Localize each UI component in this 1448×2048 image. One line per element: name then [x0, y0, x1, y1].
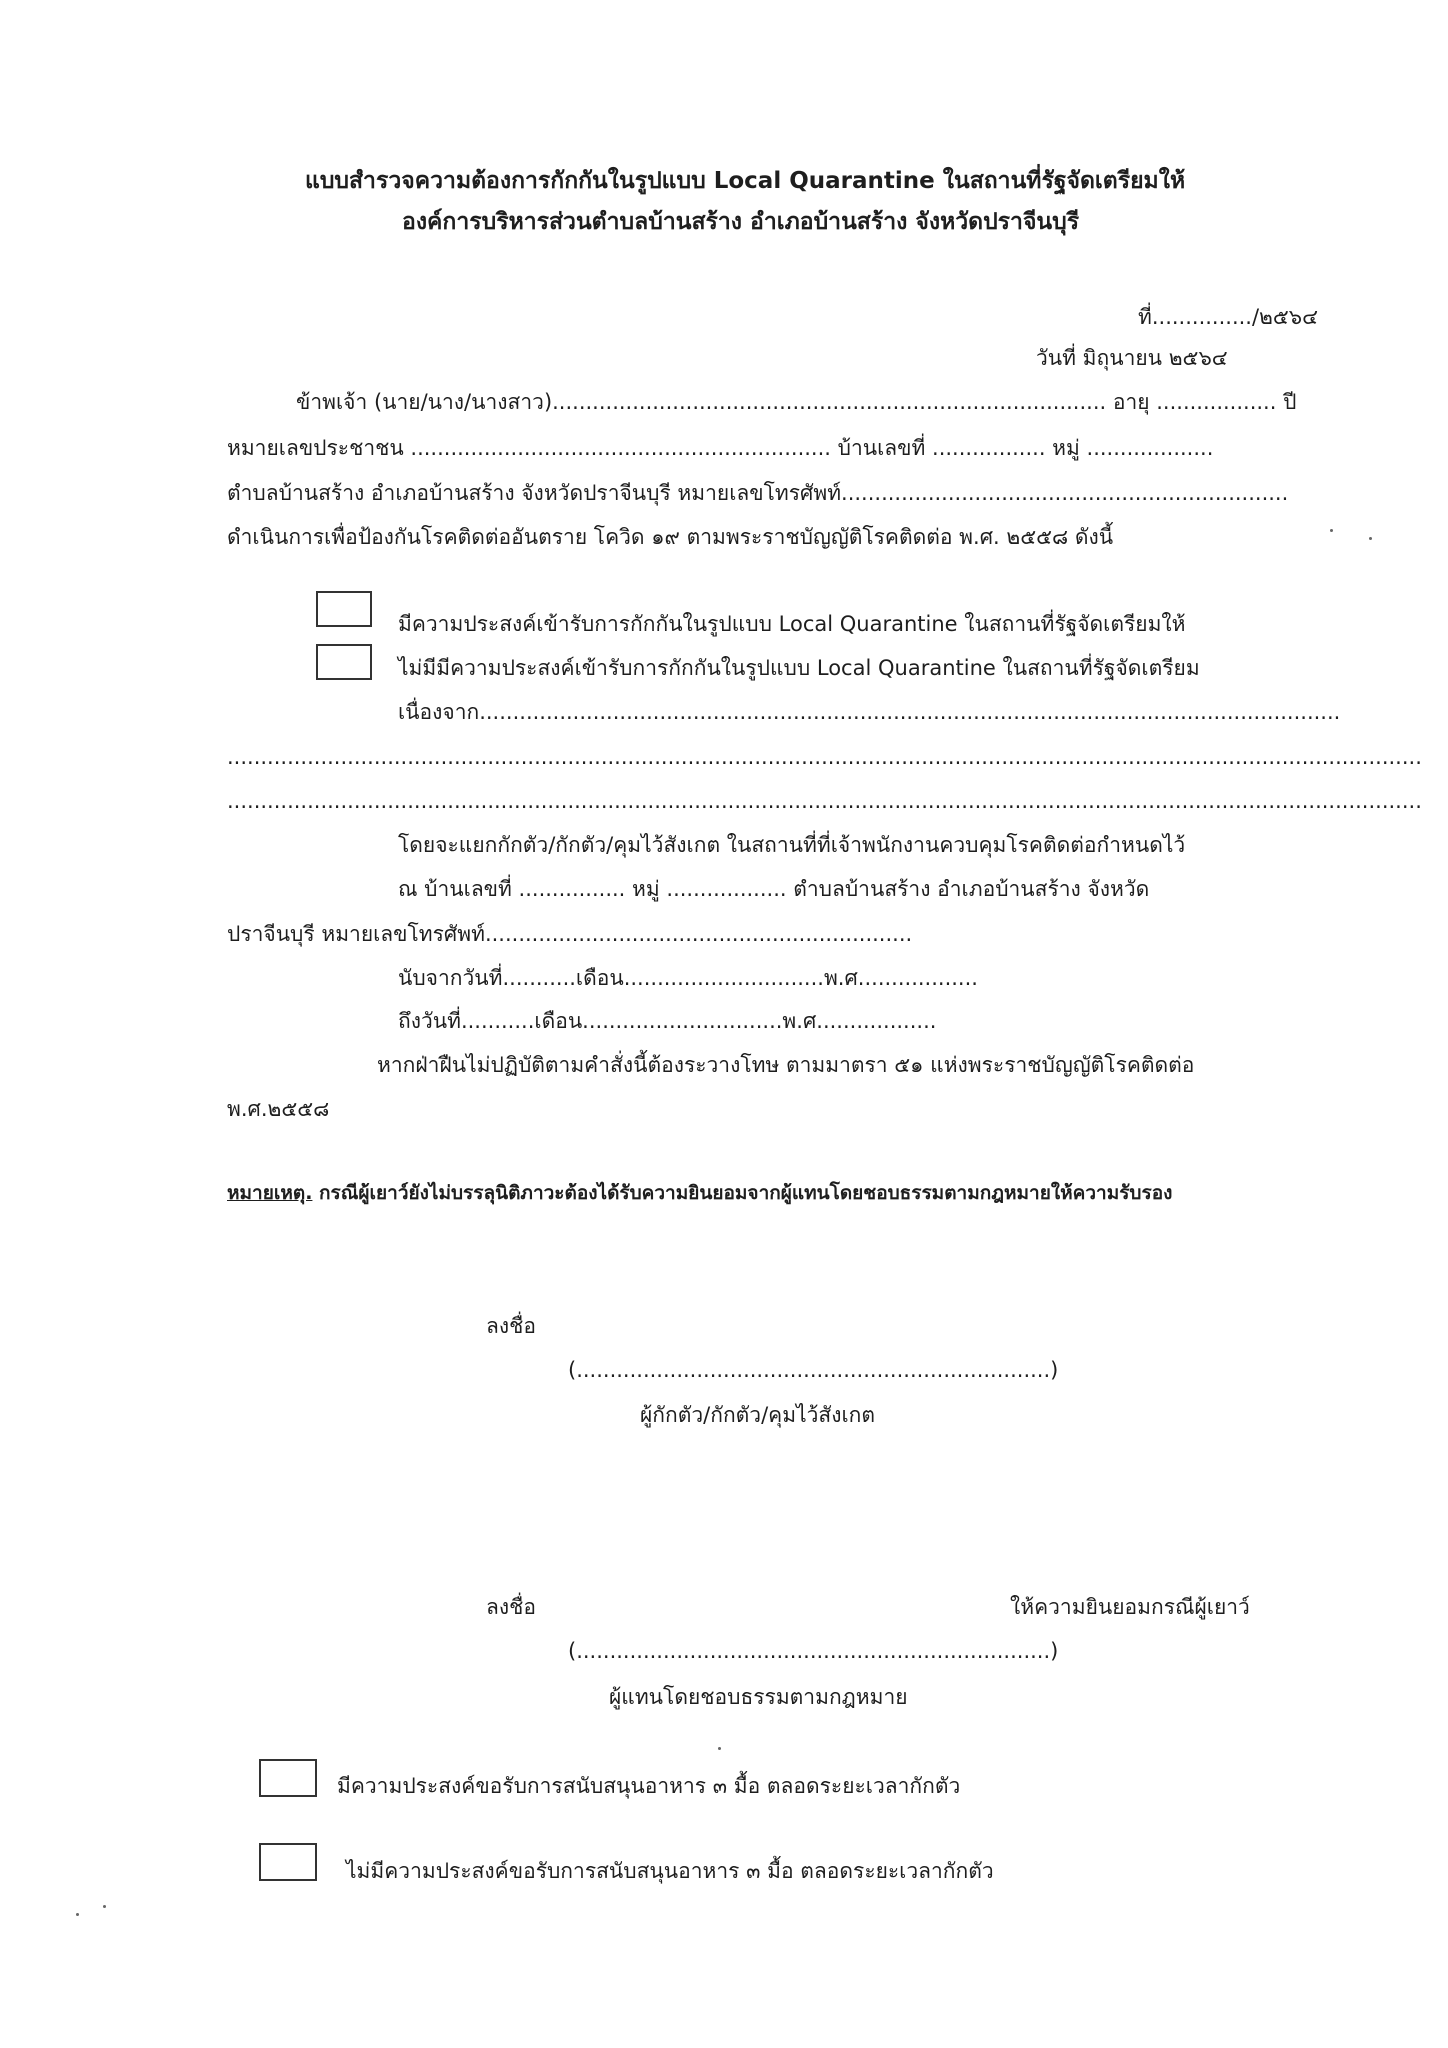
scan-speck — [1369, 537, 1372, 540]
scan-speck — [103, 1905, 106, 1908]
note-label: หมายเหตุ. — [227, 1182, 313, 1204]
want-quarantine-label: มีความประสงค์เข้ารับการกักกันในรูปแบบ Local Quarantine ในสถานที่รัฐจัดเตรียมให้ — [398, 612, 1186, 636]
not-want-food-checkbox[interactable] — [259, 1843, 317, 1881]
quarantine-address-line: ณ บ้านเลขที่ ................ หมู่ .................. ตำบลบ้านสร้าง อำเภอบ้านสร้าง จังหวัด — [398, 877, 1150, 901]
want-food-checkbox[interactable] — [259, 1759, 317, 1797]
note — [227, 1178, 1172, 1208]
name-age-line: ข้าพเจ้า (นาย/นาง/นางสาว)................................................................................... อายุ .................. ปี — [296, 390, 1297, 414]
scan-speck — [76, 1913, 79, 1916]
start-date-line: นับจากวันที่...........เดือน..............................พ.ศ.................. — [398, 966, 978, 990]
purpose-line: ดำเนินการเพื่อป้องกันโรคติดต่ออันตราย โควิด ๑๙ ตามพระราชบัญญัติโรคติดต่อ พ.ศ. ๒๕๕๘ ดังนี้ — [227, 525, 1114, 549]
want-food-label: มีความประสงค์ขอรับการสนับสนุนอาหาร ๓ มื้อ ตลอดระยะเวลากักตัว — [337, 1774, 961, 1798]
want-quarantine-checkbox[interactable] — [316, 591, 372, 627]
doc-date: วันที่ มิถุนายน ๒๕๖๔ — [1036, 346, 1228, 370]
penalty-line: หากฝ่าฝืนไม่ปฏิบัติตามคำสั่งนี้ต้องระวางโทษ ตามมาตรา ๕๑ แห่งพระราชบัญญัติโรคติดต่อ — [377, 1053, 1195, 1077]
id-address-line: หมายเลขประชาชน ............................................................... บ้านเลขที่ ................. หมู่ ................... — [227, 436, 1214, 460]
reason-line-3[interactable]: ................................................................................................................................................................................... — [227, 789, 1422, 813]
not-want-quarantine-checkbox[interactable] — [316, 644, 372, 680]
guardian-role: ผู้แทนโดยชอบธรรมตามกฎหมาย — [609, 1685, 908, 1709]
guardian-signature-label: ลงชื่อ — [486, 1595, 536, 1619]
district-phone-line: ตำบลบ้านสร้าง อำเภอบ้านสร้าง จังหวัดปราจีนบุรี หมายเลขโทรศัพท์................................................................... — [227, 481, 1289, 505]
signature-label: ลงชื่อ — [486, 1314, 536, 1338]
guardian-name-field[interactable]: (.......................................................................) — [568, 1639, 1059, 1663]
note-text: กรณีผู้เยาว์ยังไม่บรรลุนิติภาวะต้องได้รับความยินยอมจากผู้แทนโดยชอบธรรมตามกฎหมายให้ความรับรอง — [312, 1182, 1173, 1204]
form-title-line1: แบบสำรวจความต้องการกักกันในรูปแบบ Local Quarantine ในสถานที่รัฐจัดเตรียมให้ — [305, 168, 1186, 194]
not-want-quarantine-label: ไม่มีมีความประสงค์เข้ารับการกักกันในรูปแบบ Local Quarantine ในสถานที่รัฐจัดเตรียม — [398, 656, 1200, 680]
form-title-line2: องค์การบริหารส่วนตำบลบ้านสร้าง อำเภอบ้านสร้าง จังหวัดปราจีนบุรี — [402, 209, 1080, 235]
reason-line-2[interactable]: ................................................................................................................................................................................... — [227, 745, 1422, 769]
scan-speck — [718, 1747, 721, 1750]
scan-speck — [1330, 529, 1333, 532]
signature-name-field[interactable]: (.......................................................................) — [568, 1358, 1059, 1382]
not-want-food-label: ไม่มีความประสงค์ขอรับการสนับสนุนอาหาร ๓ มื้อ ตลอดระยะเวลากักตัว — [346, 1859, 994, 1883]
doc-number: ที่.............../๒๕๖๔ — [1138, 305, 1319, 329]
penalty-year: พ.ศ.๒๕๕๘ — [227, 1097, 330, 1121]
quarantine-phone-line: ปราจีนบุรี หมายเลขโทรศัพท์................................................................ — [227, 922, 913, 946]
reason-field[interactable]: เนื่องจาก................................................................................................................................. — [398, 700, 1341, 724]
end-date-line: ถึงวันที่...........เดือน..............................พ.ศ.................. — [398, 1009, 937, 1033]
guardian-consent-label: ให้ความยินยอมกรณีผู้เยาว์ — [1010, 1595, 1250, 1619]
quarantine-place-line: โดยจะแยกกักตัว/กักตัว/คุมไว้สังเกต ในสถานที่ที่เจ้าพนักงานควบคุมโรคติดต่อกำหนดไว้ — [398, 833, 1186, 857]
signature-role: ผู้กักตัว/กักตัว/คุมไว้สังเกต — [640, 1403, 876, 1427]
